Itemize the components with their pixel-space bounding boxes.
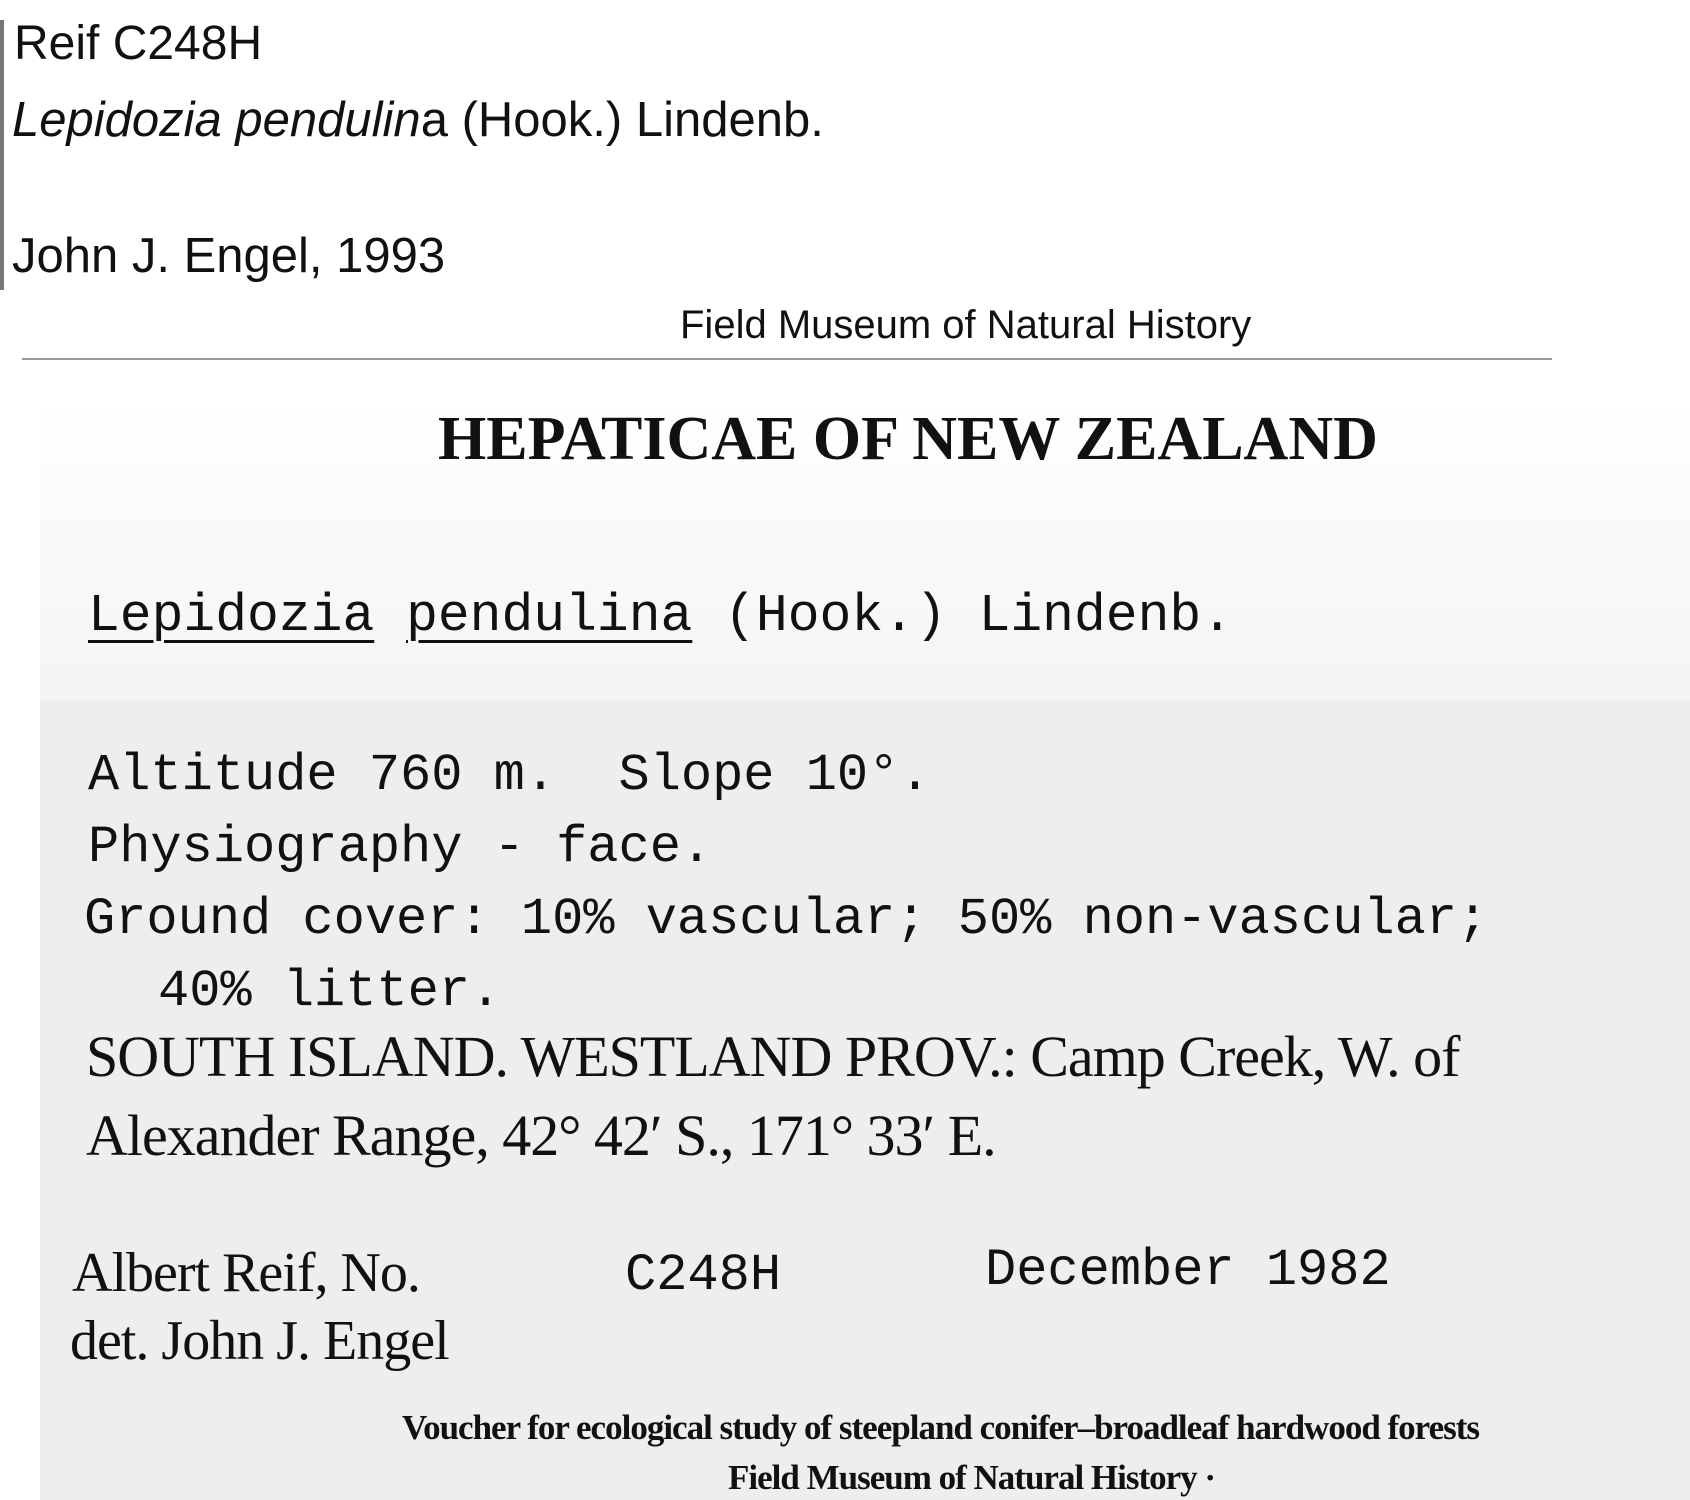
determiner-line: John J. Engel, 1993 bbox=[12, 229, 446, 283]
label-heading: HEPATICAE OF NEW ZEALAND bbox=[438, 405, 1378, 473]
locality-coordinates-line: Alexander Range, 42° 42′ S., 171° 33′ E. bbox=[86, 1103, 996, 1168]
locality-line: SOUTH ISLAND. WESTLAND PROV.: Camp Creek, W. of bbox=[86, 1024, 1460, 1089]
specimen-taxon-line bbox=[88, 586, 1234, 646]
collector-number-line: Reif C248H bbox=[14, 17, 263, 70]
physiography-line: Physiography - face. bbox=[88, 818, 713, 877]
specimen-authority: (Hook.) Lindenb. bbox=[724, 586, 1234, 646]
taxon-binomial: Lepidozia pendulin bbox=[12, 93, 421, 147]
voucher-note: Voucher for ecological study of steepland conifer–broadleaf hardwood forests bbox=[402, 1408, 1480, 1447]
specimen-species: pendulina bbox=[406, 586, 693, 646]
ground-cover-line: Ground cover: 10% vascular; 50% non-vascular; bbox=[84, 890, 1489, 949]
collector-name: Albert Reif, No. bbox=[72, 1242, 420, 1304]
ground-cover-line-continued: 40% litter. bbox=[158, 962, 502, 1021]
specimen-genus: Lepidozia bbox=[88, 586, 375, 646]
annotation-label-edge bbox=[0, 20, 4, 290]
determination-line: det. John J. Engel bbox=[70, 1310, 449, 1372]
collection-date: December 1982 bbox=[985, 1241, 1391, 1300]
footer-institution: Field Museum of Natural History · bbox=[728, 1458, 1216, 1497]
taxon-authority: (Hook.) Lindenb. bbox=[461, 93, 824, 147]
taxon-binomial-ending: a bbox=[420, 93, 448, 147]
institution-name: Field Museum of Natural History bbox=[680, 303, 1252, 347]
taxon-name-line bbox=[12, 93, 824, 147]
collection-number: C248H bbox=[625, 1246, 782, 1305]
divider-rule bbox=[22, 358, 1552, 360]
altitude-slope-line: Altitude 760 m. Slope 10°. bbox=[88, 746, 931, 805]
